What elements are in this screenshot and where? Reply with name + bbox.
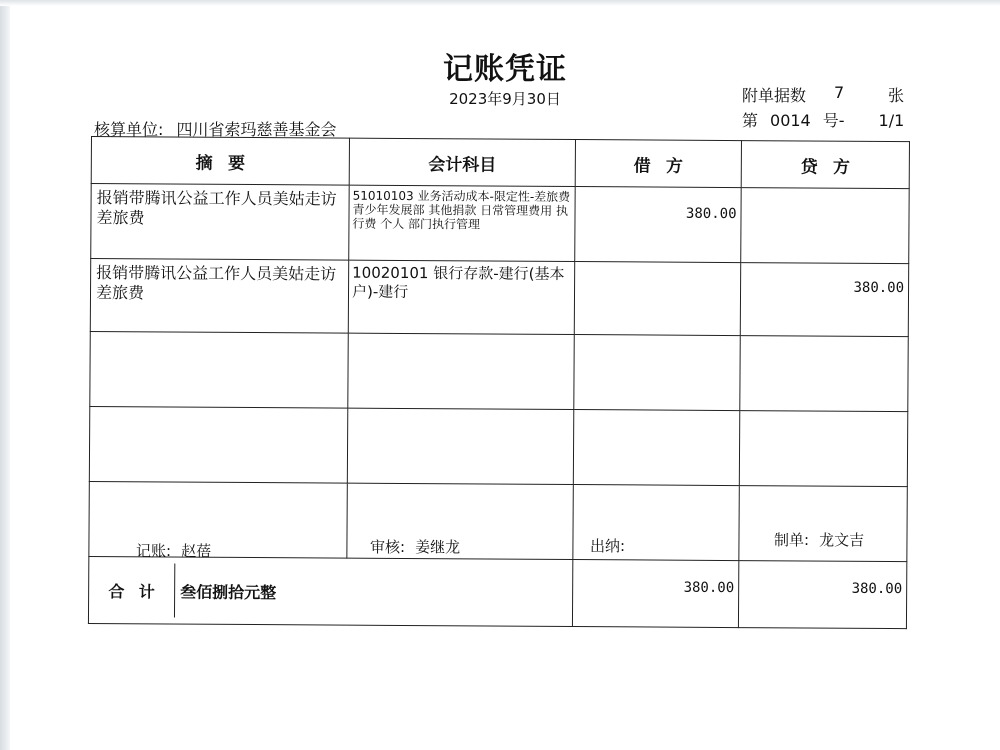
voucher-number-value: 0014	[770, 111, 811, 130]
bookkeeper-label: 记账:	[136, 542, 172, 560]
table-row	[91, 184, 909, 264]
voucher-page: 1/1	[878, 111, 905, 130]
entry-account	[347, 408, 573, 484]
header-account: 会计科目	[349, 138, 575, 186]
attachments-unit: 张	[888, 86, 905, 105]
total-credit: 380.00	[738, 561, 906, 629]
entry-debit	[573, 410, 739, 486]
entry-summary: 报销带腾讯公益工作人员美姑走访差旅费	[91, 184, 349, 261]
entry-account	[348, 333, 574, 409]
entry-credit	[741, 188, 909, 264]
entry-summary	[90, 331, 348, 408]
reviewer-label: 审核:	[370, 538, 406, 556]
preparer-label: 制单:	[774, 531, 810, 549]
table-row	[90, 331, 908, 411]
reviewer-signature	[370, 536, 460, 557]
table-row	[89, 406, 907, 486]
attachments-count: 7	[834, 83, 845, 102]
entry-summary	[89, 406, 347, 483]
voucher-number	[742, 108, 904, 131]
cashier-label: 出纳:	[590, 537, 626, 555]
preparer-name: 龙文吉	[819, 531, 865, 549]
entry-credit	[740, 336, 908, 412]
header-summary: 摘要	[91, 137, 349, 186]
entry-credit: 380.00	[740, 263, 908, 337]
total-label: 合计	[89, 563, 175, 618]
entry-summary: 报销带腾讯公益工作人员美姑走访差旅费	[90, 259, 348, 334]
entry-debit	[574, 335, 740, 411]
header-debit: 借方	[575, 140, 741, 188]
total-debit: 380.00	[572, 560, 738, 628]
entry-account: 10020101 银行存款-建行(基本户)-建行	[348, 260, 574, 334]
total-cell	[88, 556, 572, 626]
header-credit: 贷方	[741, 141, 909, 189]
accounting-unit-name: 四川省索玛慈善基金会	[176, 120, 337, 139]
bookkeeper-name: 赵蓓	[181, 542, 212, 560]
bookkeeper-signature	[136, 540, 211, 561]
entry-account: 51010103 业务活动成本-限定性-差旅费 青少年发展部 其他捐款 日常管理费用 执行费 个人 部门执行管理	[349, 185, 575, 261]
reviewer-name: 姜继龙	[415, 538, 461, 556]
voucher-number-prefix: 第	[742, 111, 759, 130]
entry-credit	[739, 411, 907, 487]
voucher-number-suffix: 号-	[822, 111, 845, 130]
scan-edge	[0, 0, 10, 750]
voucher-table	[88, 136, 910, 629]
voucher-title: 记账凭证	[443, 52, 567, 87]
entry-debit	[574, 262, 740, 336]
total-amount-in-words: 叁佰捌拾元整	[180, 582, 277, 602]
total-row	[88, 556, 906, 628]
table-row	[90, 259, 908, 337]
entry-summary	[89, 481, 347, 558]
voucher-date: 2023年9月30日	[449, 90, 561, 108]
attachments-label: 附单据数	[742, 86, 807, 105]
scan-edge-top	[0, 0, 1000, 6]
cashier-signature	[590, 535, 635, 556]
preparer-signature	[774, 529, 864, 550]
entry-credit	[739, 486, 907, 562]
entry-debit: 380.00	[575, 187, 741, 263]
accounting-unit-label: 核算单位:	[94, 120, 164, 139]
table-header-row	[91, 137, 909, 189]
